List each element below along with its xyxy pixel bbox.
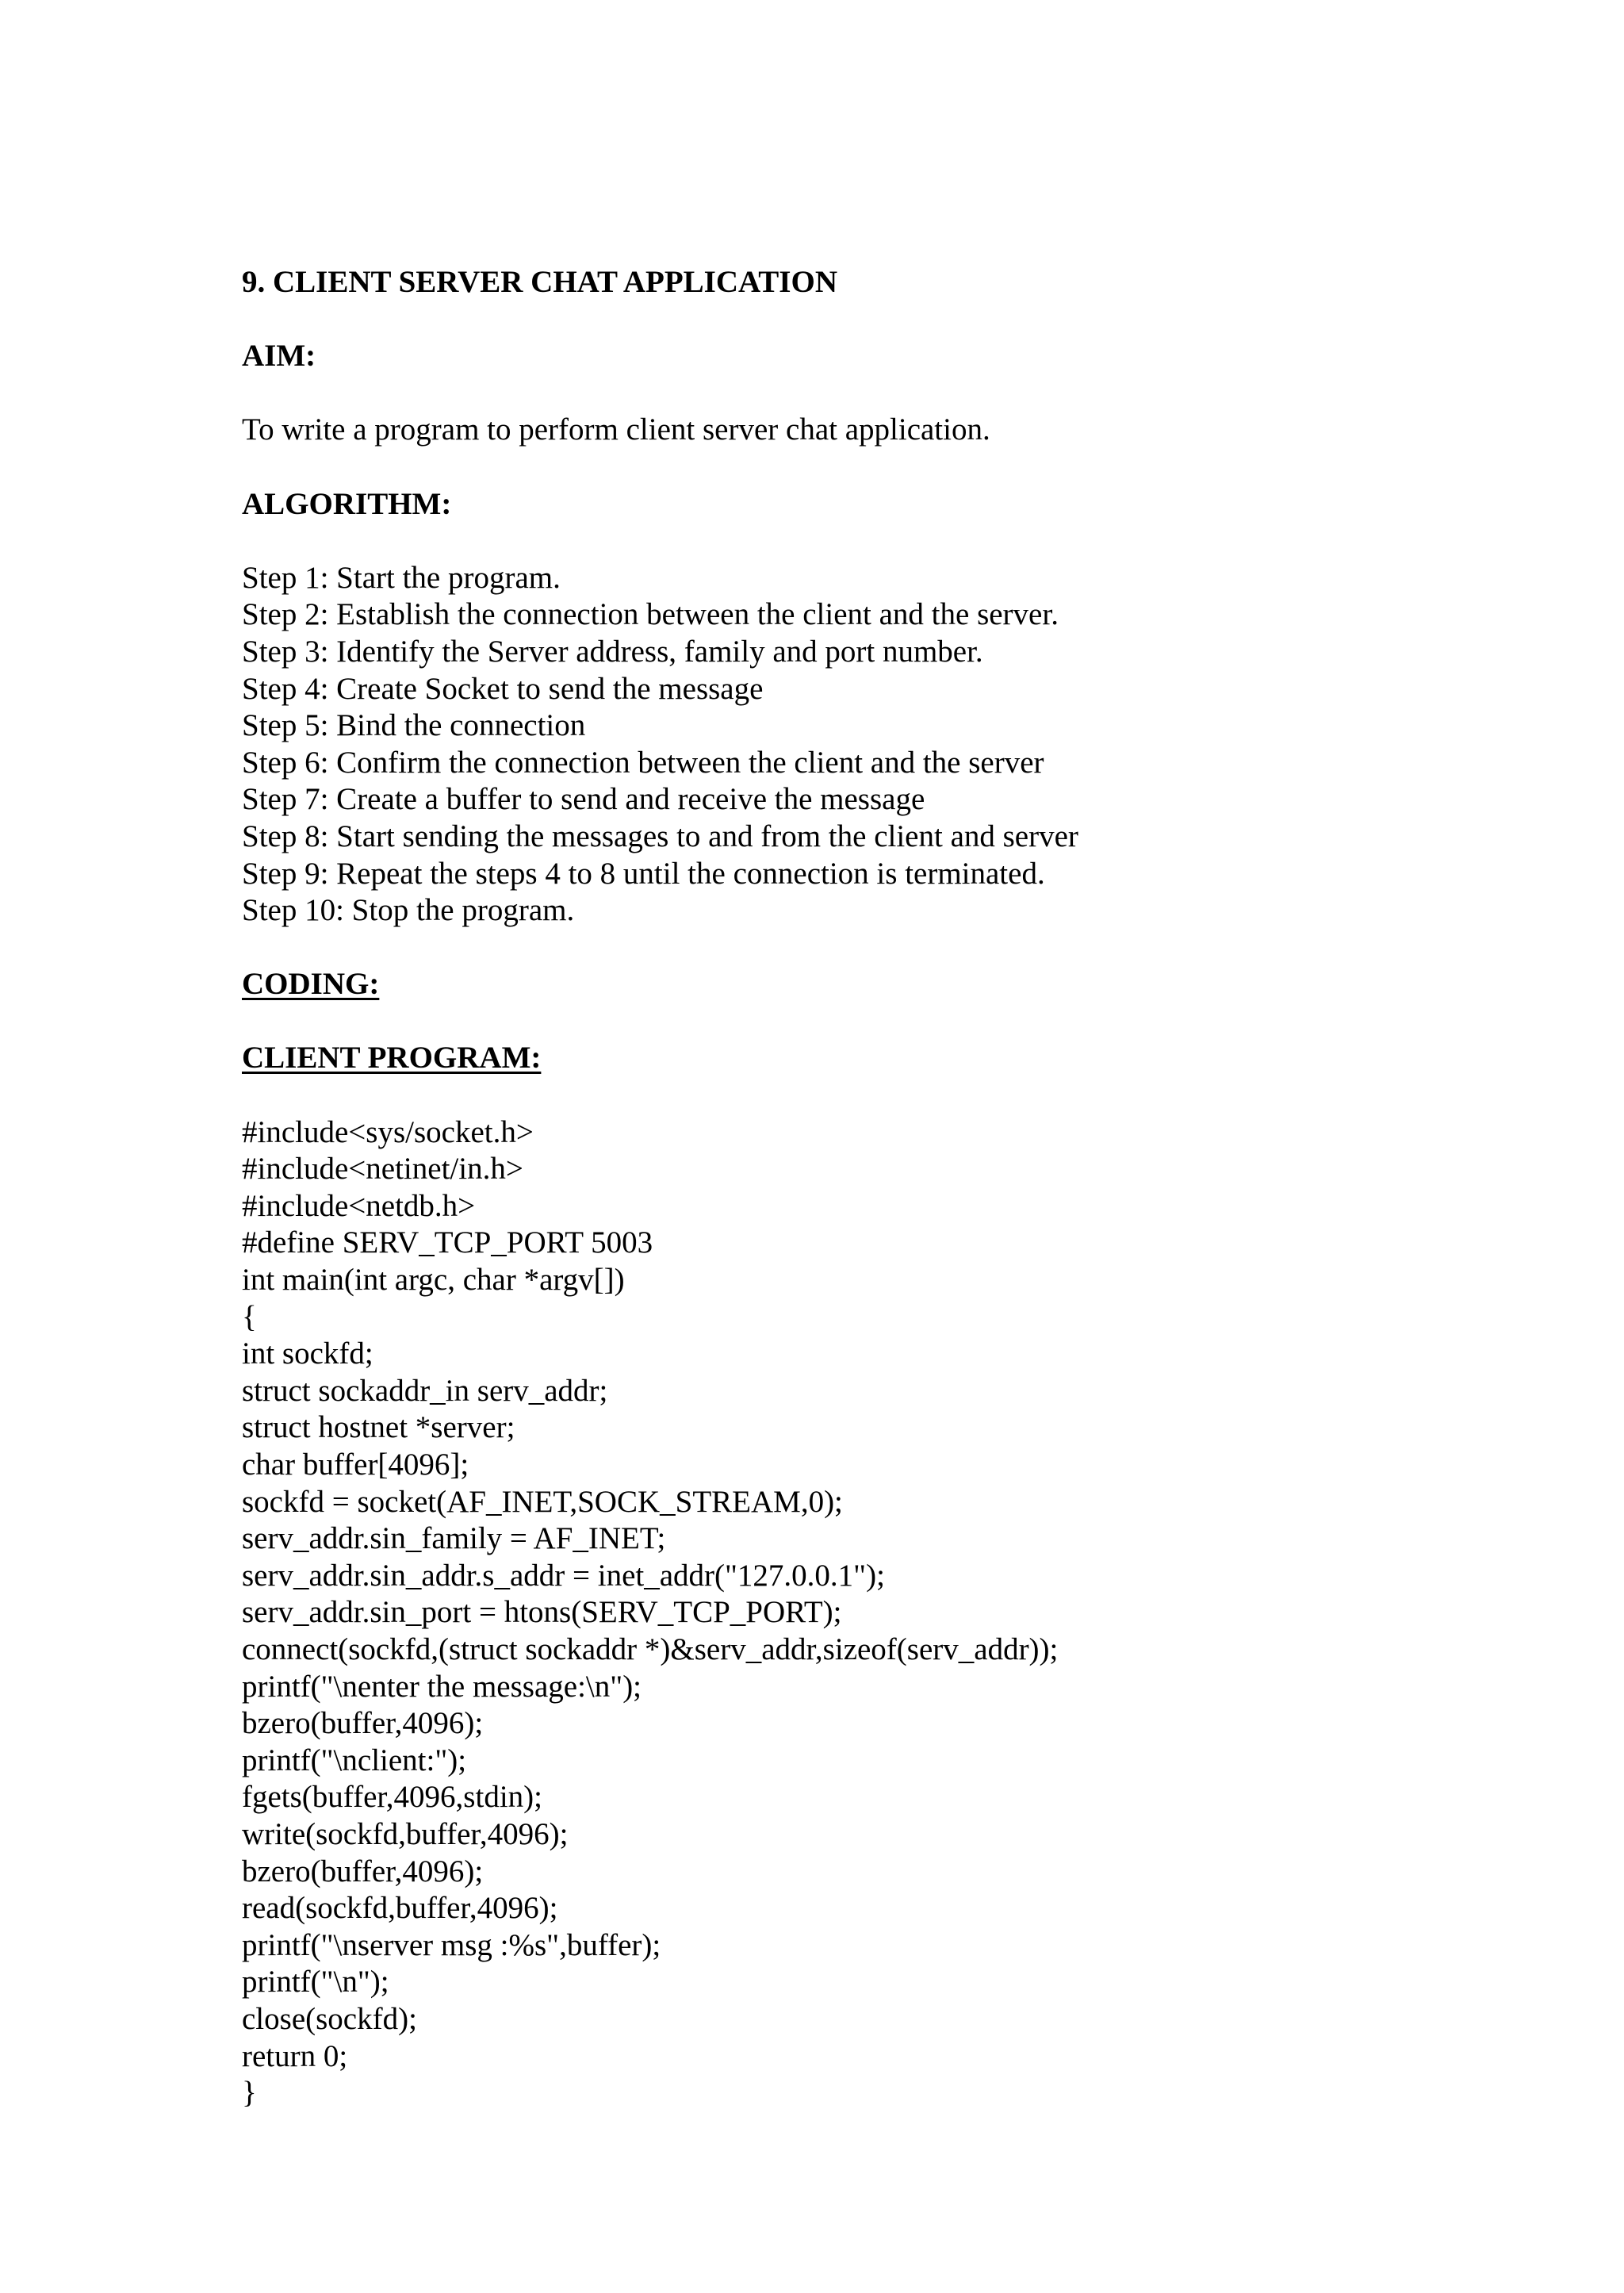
algorithm-step: Step 2: Establish the connection between the client and the server.: [242, 597, 1059, 632]
code-line: printf("\nserver msg :%s",buffer);: [242, 1927, 661, 1962]
code-line: read(sockfd,buffer,4096);: [242, 1891, 558, 1926]
algorithm-step: Step 5: Bind the connection: [242, 708, 586, 743]
algorithm-step: Step 10: Stop the program.: [242, 893, 575, 928]
code-line: struct hostnet *server;: [242, 1410, 515, 1445]
code-line: write(sockfd,buffer,4096);: [242, 1816, 569, 1851]
code-line: int sockfd;: [242, 1336, 373, 1371]
code-line: printf("\nclient:");: [242, 1743, 467, 1777]
algorithm-steps-list: [242, 560, 1511, 930]
spacer: [242, 375, 1511, 412]
code-line: int main(int argc, char *argv[]): [242, 1263, 625, 1298]
client-program-heading: CLIENT PROGRAM:: [242, 1041, 542, 1076]
code-line: bzero(buffer,4096);: [242, 1854, 484, 1888]
code-line: {: [242, 1299, 257, 1334]
code-line: close(sockfd);: [242, 2001, 417, 2036]
code-line: return 0;: [242, 2038, 348, 2073]
spacer: [242, 449, 1511, 486]
algorithm-step: Step 9: Repeat the steps 4 to 8 until the connection is terminated.: [242, 856, 1045, 891]
aim-text: To write a program to perform client server chat application.: [242, 412, 990, 447]
algorithm-step: Step 4: Create Socket to send the message: [242, 671, 764, 706]
aim-heading: AIM:: [242, 339, 316, 374]
algorithm-heading: ALGORITHM:: [242, 486, 452, 521]
code-listing: [242, 1114, 1511, 2112]
algorithm-step: Step 1: Start the program.: [242, 560, 561, 595]
spacer: [242, 930, 1511, 967]
code-line: }: [242, 2076, 257, 2111]
document-title: 9. CLIENT SERVER CHAT APPLICATION: [242, 265, 837, 299]
code-line: serv_addr.sin_port = htons(SERV_TCP_PORT);: [242, 1595, 842, 1630]
code-line: bzero(buffer,4096);: [242, 1706, 484, 1741]
spacer: [242, 1003, 1511, 1041]
spacer: [242, 301, 1511, 339]
spacer: [242, 1077, 1511, 1114]
spacer: [242, 523, 1511, 560]
document-body: [242, 264, 1511, 2112]
code-line: struct sockaddr_in serv_addr;: [242, 1373, 608, 1408]
code-line: connect(sockfd,(struct sockaddr *)&serv_addr,sizeof(serv_addr));: [242, 1632, 1059, 1666]
coding-heading: CODING:: [242, 967, 380, 1002]
code-line: printf("\n");: [242, 1965, 389, 2000]
code-line: char buffer[4096];: [242, 1448, 469, 1482]
algorithm-step: Step 6: Confirm the connection between the client and the server: [242, 745, 1044, 780]
code-line: serv_addr.sin_family = AF_INET;: [242, 1521, 666, 1556]
code-line: #define SERV_TCP_PORT 5003: [242, 1225, 653, 1260]
code-line: #include<netdb.h>: [242, 1188, 476, 1223]
code-line: #include<netinet/in.h>: [242, 1152, 523, 1187]
algorithm-step: Step 7: Create a buffer to send and receive the message: [242, 782, 925, 817]
code-line: sockfd = socket(AF_INET,SOCK_STREAM,0);: [242, 1484, 843, 1519]
code-line: serv_addr.sin_addr.s_addr = inet_addr("127.0.0.1");: [242, 1558, 885, 1593]
code-line: printf("\nenter the message:\n");: [242, 1669, 642, 1704]
algorithm-step: Step 3: Identify the Server address, family and port number.: [242, 634, 983, 669]
algorithm-step: Step 8: Start sending the messages to and from the client and server: [242, 819, 1078, 853]
code-line: #include<sys/socket.h>: [242, 1114, 534, 1149]
code-line: fgets(buffer,4096,stdin);: [242, 1780, 542, 1815]
